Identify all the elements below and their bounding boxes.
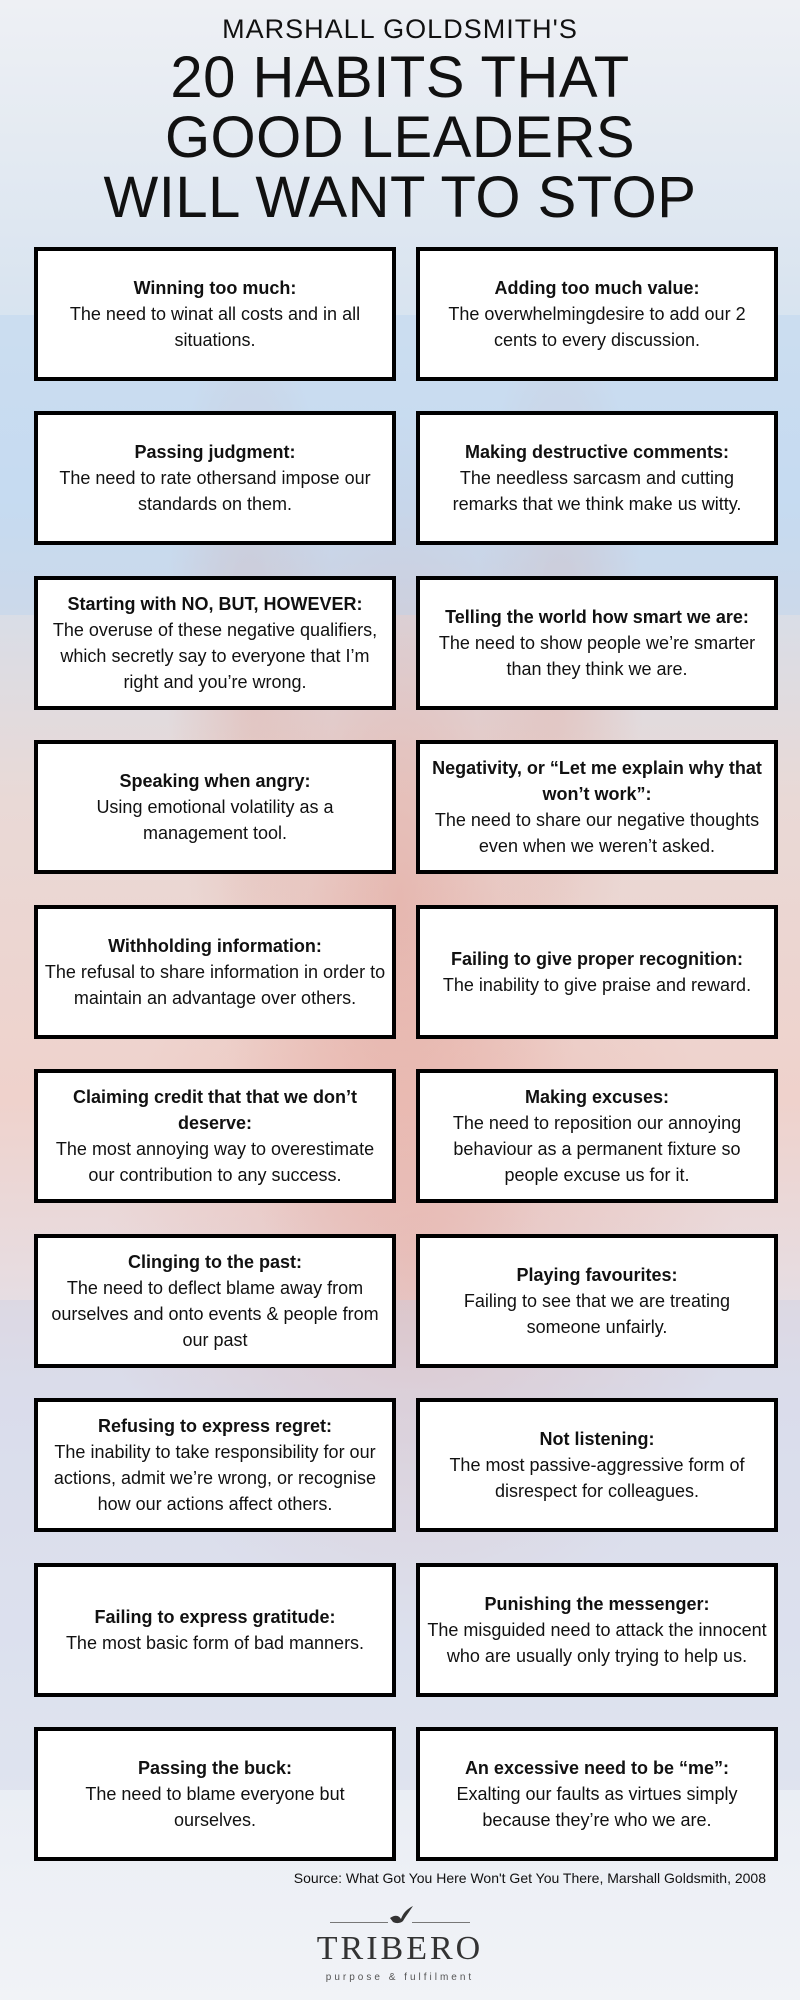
- habit-card: [416, 1234, 778, 1368]
- source-citation: Source: What Got You Here Won't Get You There, Marshall Goldsmith, 2008: [293, 1870, 766, 1886]
- background-band: [0, 1300, 800, 1790]
- page-title-line-3: WILL WANT TO STOP: [103, 165, 697, 230]
- habit-description: The need to rate othersand impose our standards on them.: [59, 468, 371, 514]
- page-title-line-1: 20 HABITS THAT: [170, 45, 630, 110]
- habit-description: The most passive-aggressive form of disrespect for colleagues.: [449, 1455, 745, 1501]
- habit-description: The need to show people we’re smarter than they think we are.: [438, 633, 756, 679]
- brand-tagline: purpose & fulfilment: [325, 1972, 475, 1983]
- habit-card: [416, 1398, 778, 1532]
- habit-card: [34, 1398, 396, 1532]
- habit-description: The overuse of these negative qualifiers, which secretly say to everyone that I’m right and you’re wrong.: [52, 620, 378, 692]
- habit-title: Making destructive comments:: [464, 442, 730, 462]
- page-title-line-2: GOOD LEADERS: [164, 105, 636, 170]
- habit-description: Exalting our faults as virtues simply because they’re who we are.: [456, 1784, 738, 1830]
- habit-card: [416, 1069, 778, 1203]
- brand-logo: [0, 1900, 800, 1990]
- habit-card: [416, 905, 778, 1039]
- habit-description: The inability to take responsibility for our actions, admit we’re wrong, or recognise how our actions affect others.: [53, 1442, 377, 1514]
- habit-title: Adding too much value:: [494, 278, 700, 298]
- habit-description: The need to blame everyone but ourselves.: [85, 1784, 345, 1830]
- habit-title: Playing favourites:: [516, 1265, 678, 1285]
- habit-title: Clinging to the past:: [128, 1252, 302, 1272]
- habit-description: The most basic form of bad manners.: [65, 1633, 365, 1653]
- habit-title: Passing the buck:: [137, 1758, 293, 1778]
- habit-description: The most annoying way to overestimate our contribution to any success.: [55, 1139, 375, 1185]
- habit-description: The need to deflect blame away from ourselves and onto events & people from our past: [51, 1278, 379, 1350]
- habit-card: [416, 1563, 778, 1697]
- habit-description: The need to reposition our annoying behaviour as a permanent fixture so people excuse us for it.: [452, 1113, 742, 1185]
- habit-title: Telling the world how smart we are:: [445, 607, 749, 627]
- habit-title: Failing to express gratitude:: [94, 1607, 336, 1627]
- habit-title: Failing to give proper recognition:: [450, 949, 743, 969]
- habit-title: Starting with NO, BUT, HOWEVER:: [67, 594, 363, 614]
- habit-title: An excessive need to be “me”:: [464, 1758, 730, 1778]
- logo-divider: [330, 1922, 388, 1923]
- habit-card: [34, 411, 396, 545]
- habit-card: [34, 740, 396, 874]
- habit-card: [34, 1069, 396, 1203]
- habit-card: [416, 247, 778, 381]
- habit-title: Negativity, or “Let me explain why that won’t work”:: [432, 758, 762, 804]
- habit-card: [416, 740, 778, 874]
- logo-divider: [412, 1922, 470, 1923]
- habit-title: Winning too much:: [133, 278, 297, 298]
- habit-title: Withholding information:: [108, 936, 322, 956]
- habit-title: Passing judgment:: [134, 442, 296, 462]
- habit-card: [416, 411, 778, 545]
- habit-card: [34, 576, 396, 710]
- habit-title: Speaking when angry:: [119, 771, 311, 791]
- habit-description: Using emotional volatility as a management tool.: [96, 797, 334, 843]
- habit-description: Failing to see that we are treating someone unfairly.: [463, 1291, 731, 1337]
- brand-name: TRIBERO: [316, 1930, 484, 1967]
- habit-description: The need to winat all costs and in all situations.: [69, 304, 361, 350]
- habit-card: [34, 905, 396, 1039]
- habit-title: Not listening:: [539, 1429, 655, 1449]
- habit-description: The refusal to share information in order to maintain an advantage over others.: [44, 962, 386, 1008]
- habit-title: Claiming credit that that we don’t deserve:: [72, 1087, 357, 1133]
- habit-title: Punishing the messenger:: [484, 1594, 710, 1614]
- habit-card: [416, 1727, 778, 1861]
- habit-title: Refusing to express regret:: [97, 1416, 333, 1436]
- habit-title: Making excuses:: [524, 1087, 670, 1107]
- habit-description: The need to share our negative thoughts even when we weren’t asked.: [434, 810, 760, 856]
- habit-card: [34, 1563, 396, 1697]
- habit-card: [34, 247, 396, 381]
- habit-description: The inability to give praise and reward.: [442, 975, 752, 995]
- habit-description: The misguided need to attack the innocent who are usually only trying to help us.: [427, 1620, 767, 1666]
- habit-card: [34, 1234, 396, 1368]
- habit-card: [34, 1727, 396, 1861]
- habit-description: The needless sarcasm and cutting remarks that we think make us witty.: [452, 468, 742, 514]
- habit-description: The overwhelmingdesire to add our 2 cents to every discussion.: [448, 304, 746, 350]
- bird-icon: [388, 1904, 414, 1928]
- habit-card: [416, 576, 778, 710]
- pretitle: MARSHALL GOLDSMITH'S: [222, 14, 578, 44]
